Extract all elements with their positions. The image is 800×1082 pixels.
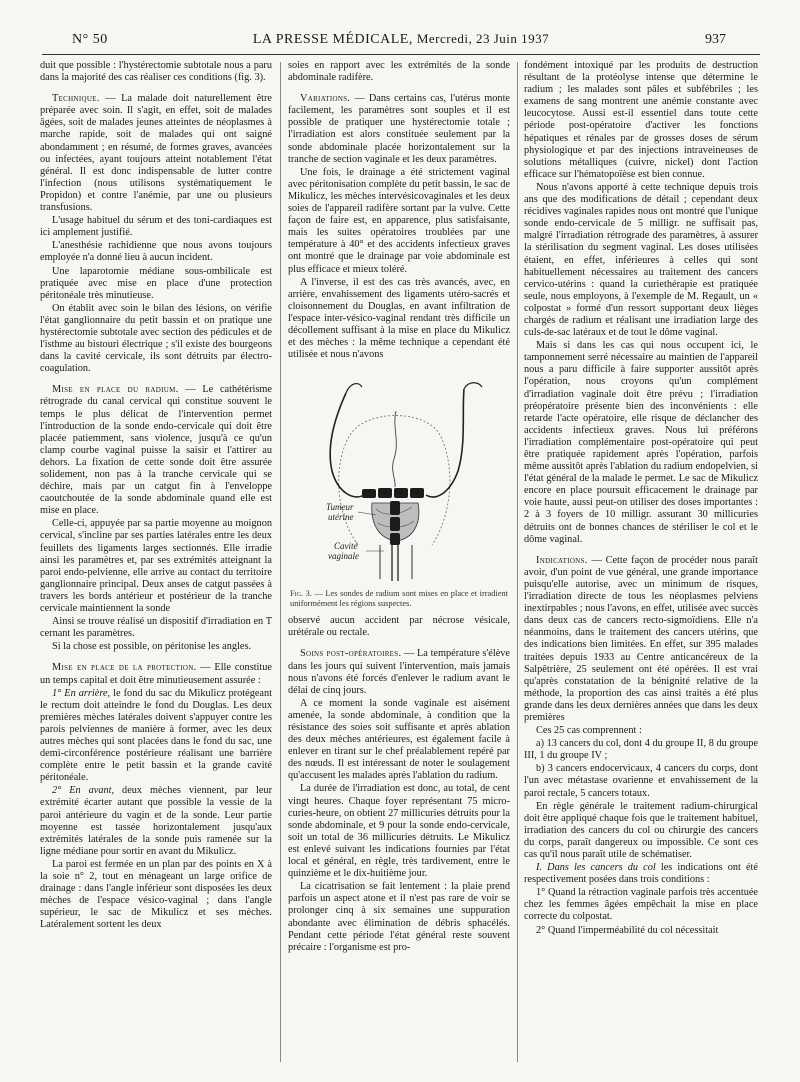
journal-title <box>42 31 760 48</box>
paragraph <box>288 648 510 696</box>
left-wire <box>330 393 364 497</box>
label-cavity-2: vaginale <box>328 551 359 562</box>
radium-probes-diagram <box>288 375 502 587</box>
page-number: 937 <box>705 32 726 47</box>
paragraph-text: — Le cathétérisme rétrograde du canal cervical qui constitue souvent le temps le plus délicat de l'intervention permet l'introduction de la sonde endo-cervicale qui doit être placée patiemment, sans violence, jusqu'à ce qu'un clamp courbe vaginal puisse la saisir et l'attirer au dehors. La fixation de cette sonde doit être assurée solidement, non pas à la tranche cervicale qui se déchire, mais par un catgut fin à l'enveloppe caoutchoutée de la sonde abdominale quand elle est mise en place. <box>40 384 272 517</box>
paragraph: L'usage habituel du sérum et des toni-cardiaques est ici amplement justifié. <box>40 215 272 239</box>
label-tumour-1: Tumeur <box>326 502 354 513</box>
column-middle <box>288 60 510 955</box>
central-wire <box>393 411 397 487</box>
column-right <box>524 60 758 938</box>
paragraph: Si la chose est possible, on péritonise les angles. <box>52 641 252 653</box>
paragraph: soies en rapport avec les extrémités de la sonde abdominale radifère. <box>288 60 510 84</box>
journal-name: LA PRESSE MÉDICALE, <box>252 32 413 47</box>
section-heading: Mise en place du radium. <box>52 384 179 396</box>
list-item: 1° Quand la rétraction vaginale parfois très accentuée chez les femmes âgées empêchait la mise en place correcte du colpostat. <box>524 887 758 923</box>
paragraph <box>288 93 510 166</box>
caption-label: Fig. 3. <box>290 589 312 599</box>
paragraph: Mais si dans les cas qui nous occupent ici, le tamponnement serré nécessaire au maintien de l'appareil nous a paru difficile à faire supporter aussitôt après l'opération, nous croyons qu'un complément d'irradiation vaginale doit être prévu ; l'irradiation préopératoire présente bien des inconvénients : elle retarde l'acte opératoire, elle risque de déclancher des accidents infectieux graves. Nous lui préférons l'irradiation complémentaire post-opératoire qui peut être pratiquée rapidement après l'opération, parfois même aussitôt après l'ablation du radium endopelvien, si l'état général de la malade le permet. Le sac de Mikulicz encore en place poursuit efficacement le drainage par voie haute, aussi peut-on utiliser des doses importantes : 2 à 3 foyers de 10 milligr. assurant 30 millicuries détruits ont de bonnes chances de stériliser le col et le dôme vaginal. <box>524 340 758 545</box>
paragraph: fondément intoxiqué par les produits de destruction résultant de la protéolyse intense que détermine le radium ; les malades sont pâles et subfébriles ; les examens de sang montrent une anémie constante avec leucocytose. Aussi est-il essentiel dans toute cette période post-opératoire d'activer les fonctions hépatiques et rénales par de grosses doses de sérum physiologique et par des injections intraveineuses de solutions métalliques (cuivre, nickel) dont l'action efficace sur l'hématopoïèse est bien connue. <box>524 60 758 180</box>
paragraph <box>40 688 272 785</box>
paragraph: La paroi est fermée en un plan par des points en X à la soie n° 2, tout en ménageant un large orifice de drainage : dans l'angle inférieur sont disposées les deux mèches de l'espace vésico-vaginal ; dans l'angle supérieur, le sac de Mikulicz et ses mèches. Latéralement sortent les deux <box>40 858 272 931</box>
paragraph: A ce moment la sonde vaginale est aisément amenée, la sonde abdominale, à condition que la résistance des soies soit suffisante et après ablation des deux mèches antérieures, est également facile à enlever en tirant sur le chef préalablement repéré par des nœuds. Il est intéressant de noter le soulagement qu'accusent les malades après l'ablation du radium. <box>288 697 510 782</box>
paragraph-text: — La température s'élève dans les jours qui suivent l'intervention, mais jamais nous n'avons été forcés d'enlever le radium avant le délai de cinq jours. <box>288 648 511 696</box>
paragraph: En règle générale le traitement radium-chirurgical doit être appliqué chaque fois que le traitement habituel, irradiation des cancers du col ou chirurgie des cancers du corps, paraît dangereux ou impossible. Ce sont ces cas qu'il nous paraît utile de schématiser. <box>524 800 758 860</box>
vaginal-cavity <box>380 545 412 579</box>
paragraph: Ces 25 cas comprennent : <box>536 725 642 737</box>
paragraph <box>40 93 272 214</box>
paragraph-text: — Dans certains cas, l'utérus monte facilement, les paramètres sont souples et il est possible de pratiquer une hystérectomie totale ; l'irradiation est alors constituée seulement par la sonde abdominale placée horizontalement sur la tranche de section vaginale et les deux paramètres. <box>288 93 510 165</box>
left-wire-tail <box>346 384 362 393</box>
lead-in: I. Dans les cancers du col <box>536 862 656 874</box>
column-rule <box>517 62 518 1062</box>
column-left <box>40 60 272 932</box>
paragraph: A l'inverse, il est des cas très avancés, avec, en arrière, envahissement des ligaments utéro-sacrés et cloisonnement du Douglas, en avant infiltration de l'espace inter-vésico-vaginal rendant très difficile un décollement suffisant à la mise en place du Mikulicz et des mèches : la même technique a cependant été utilisée et nous n'avons <box>288 276 510 361</box>
paragraph-text: — Elle constitue un temps capital et doit être minutieusement assurée : <box>40 662 272 686</box>
paragraph <box>524 862 758 886</box>
paragraph <box>40 662 272 686</box>
paragraph-text: le fond du sac du Mikulicz protégeant le rectum doit atteindre le fond du Douglas. Les deux premières mèches latérales doivent s'appuyer contre les parois pelviennes de manière à former, avec les deux autres mèches qui sont placées dans le fond du sac, une demi-circonférence postérieure réalisant une barrière complète entre le petit bassin et la grande cavité péritonéale. <box>40 687 272 784</box>
right-wire-tail <box>464 383 482 389</box>
label-tumour-2: utérine <box>328 512 354 523</box>
paragraph: Nous n'avons apporté à cette technique depuis trois ans que des modifications de détail ; cependant deux récidives vaginales rapides nous ont montré que l'unique sonde endo-cervicale de 5 milligr. ne suffisait pas, malgré l'irradiation rétrograde des paramètres, à assurer la stérilisation du segment vaginal. Les doses utilisées étaient, en effet, inférieures à celles qui sont habituellement nécessaires au traitement des cancers cervico-utérins : quand la curiethérapie est pratiquée seule, nous employons, à l'exemple de M. Regault, un « colpostat » formé d'un ressort supportant deux lièges chargés de radium et réalisant une irradiation large des culs-de-sac latéraux et de tout le dôme vaginal. <box>524 181 758 339</box>
paragraph-text: deux mèches viennent, par leur extrémité écarter autant que possible la vessie de la paroi antérieure du vagin et de la sonde. Leur partie moyenne est tassée horizontalement jusqu'aux extrémités latérales de la sonde puis ramenée sur la ligne médiane pour sortir en avant du Mikulicz. <box>40 785 272 857</box>
section-heading: Mise en place de la protection. <box>52 662 197 674</box>
paragraph: Ainsi se trouve réalisé un dispositif d'irradiation en T cernant les paramètres. <box>40 616 272 640</box>
paragraph: observé aucun accident par nécrose vésicale, urétérale ou rectale. <box>288 615 510 639</box>
list-item: a) 13 cancers du col, dont 4 du groupe II, 8 du groupe III, 1 du groupe IV ; <box>524 738 758 762</box>
lead-in: 2° En avant, <box>52 785 115 797</box>
paragraph-text: — Cette façon de procéder nous paraît avoir, d'un point de vue général, une grande importance puisqu'elle autorise, avec un minimum de risques, l'irradiation directe de tous les néoplasmes pelviens inextirpables ; nous l'avons, en effet, utilisée avec succès dans deux cas de cancers recto-sigmoïdiens. Elle n'a néanmoins, dans le traitement des cancers utérins, que des indications bien limitées. En effet, sur 395 malades traitées depuis 1933 au Centre anticancéreux de la Salpêtrière, 25 seulement ont été opérées. Il est vrai qu'après constatation de la bénignité relative de la méthode, la proportion des cas ainsi traités a été plus grande dans les deux dernières années que dans les deux premières <box>524 554 758 723</box>
right-wire <box>426 389 464 497</box>
list-item: 2° Quand l'imperméabilité du col nécessitait <box>536 924 719 936</box>
paragraph-text: les indications ont été respectivement posées dans trois conditions : <box>524 862 758 886</box>
abdominal-probe <box>362 488 424 498</box>
endocervical-probe <box>390 501 400 545</box>
figure-caption <box>290 589 508 609</box>
section-heading: Indications. <box>536 554 588 566</box>
paragraph <box>40 384 272 517</box>
paragraph: Une laparotomie médiane sous-ombilicale est pratiquée avec mise en place d'une protection péritonéale très minutieuse. <box>40 265 272 301</box>
paragraph <box>40 785 272 858</box>
issue-number: N° 50 <box>72 32 108 47</box>
paragraph-text: — La malade doit naturellement être préparée avec soin. Il s'agit, en effet, soit de malades âgées, soit de malades jeunes atteintes de néoplasmes à marche rapide, soit de malades qui ont saigné abondamment ; en résumé, de formes graves, avancées ou infectées, ayant toujours atteint notablement l'état général. Il est donc indispensable de lutter contre l'infection (nous utilisons systématiquement le Propidon) et contre l'anémie, par une ou plusieurs transfusions. <box>40 93 272 214</box>
section-heading: Technique. <box>52 93 100 105</box>
label-cavity-1: Cavité <box>334 541 358 552</box>
column-rule <box>280 62 281 1062</box>
paragraph: duit que possible : l'hystérectomie subtotale nous a paru dans la majorité des cas réaliser ces conditions (fig. 3). <box>40 60 272 84</box>
lead-in: 1° En arrière, <box>52 687 111 699</box>
paragraph: L'anesthésie rachidienne que nous avons toujours employée n'a donné lieu à aucun incident. <box>40 240 272 264</box>
paragraph: La durée de l'irradiation est donc, au total, de cent vingt heures. Chaque foyer représentant 75 micro-curies-heure, on obtient 27 millicuries détruits pour la sonde abdominale, et 9 pour la sonde endo-cervicale, soit un total de 36 millicuries détruits. Le Mikulicz est enlevé suivant les indications fournies par l'état local et général, en règle, très tardivement, entre le quinzième et le dix-huitième jour. <box>288 783 510 880</box>
page-header <box>42 30 760 55</box>
paragraph: Celle-ci, appuyée par sa partie moyenne au moignon cervical, s'incline par ses parties latérales entre les deux feuillets des ligaments larges sectionnés. Elle irradie ainsi les paramètres et, par ses extrémités atteignant la paroi endo-pelvienne, elle arrive au contact du territoire ganglionnaire principal. Deux anses de catgut passées à travers les bords antérieur et postérieur de la tranche cervicale maintiennent la sonde <box>40 518 272 615</box>
paragraph <box>524 555 758 724</box>
paragraph: On établit avec soin le bilan des lésions, on vérifie l'état ganglionnaire du petit bassin et on pratique une hystérectomie subtotale avec section des pédicules et de l'isthme au bistouri électrique ; s'il existe des bourgeons dans la cavité cervicale, ils sont détruits par électro-coagulation. <box>40 302 272 375</box>
section-heading: Soins post-opératoires. <box>300 648 402 660</box>
issue-date: Mercredi, 23 Juin 1937 <box>416 31 550 46</box>
caption-text: — Les sondes de radium sont mises en place et irradient uniformément les régions suspectes. <box>290 589 508 609</box>
section-heading: Variations. <box>300 93 351 105</box>
list-item: b) 3 cancers endocervicaux, 4 cancers du corps, dont l'un avec métastase ovarienne et envahissement de la paroi rectale, 5 cancers totaux. <box>524 763 758 799</box>
figure-3 <box>288 375 510 609</box>
paragraph: La cicatrisation se fait lentement : la plaie prend parfois un aspect atone et il n'est pas rare de voir se prolonger cinq à six semaines une suppuration abondante avec élimination de débris sphacélés. Pendant cette période l'état général reste souvent précaire : l'organisme est pro- <box>288 881 510 953</box>
paragraph: Une fois, le drainage a été strictement vaginal avec péritonisation complète du petit bassin, le sac de Mikulicz, les mèches intervésicovaginales et les deux soies de l'appareil radifère sortant par la vulve. Cette façon de faire est, en apparence, plus satisfaisante, mais les suites opératoires troublées par une température à 40° et des accidents infectieux graves ont montré que le drainage par voie abdominale est plus efficace et mieux toléré. <box>288 166 510 275</box>
